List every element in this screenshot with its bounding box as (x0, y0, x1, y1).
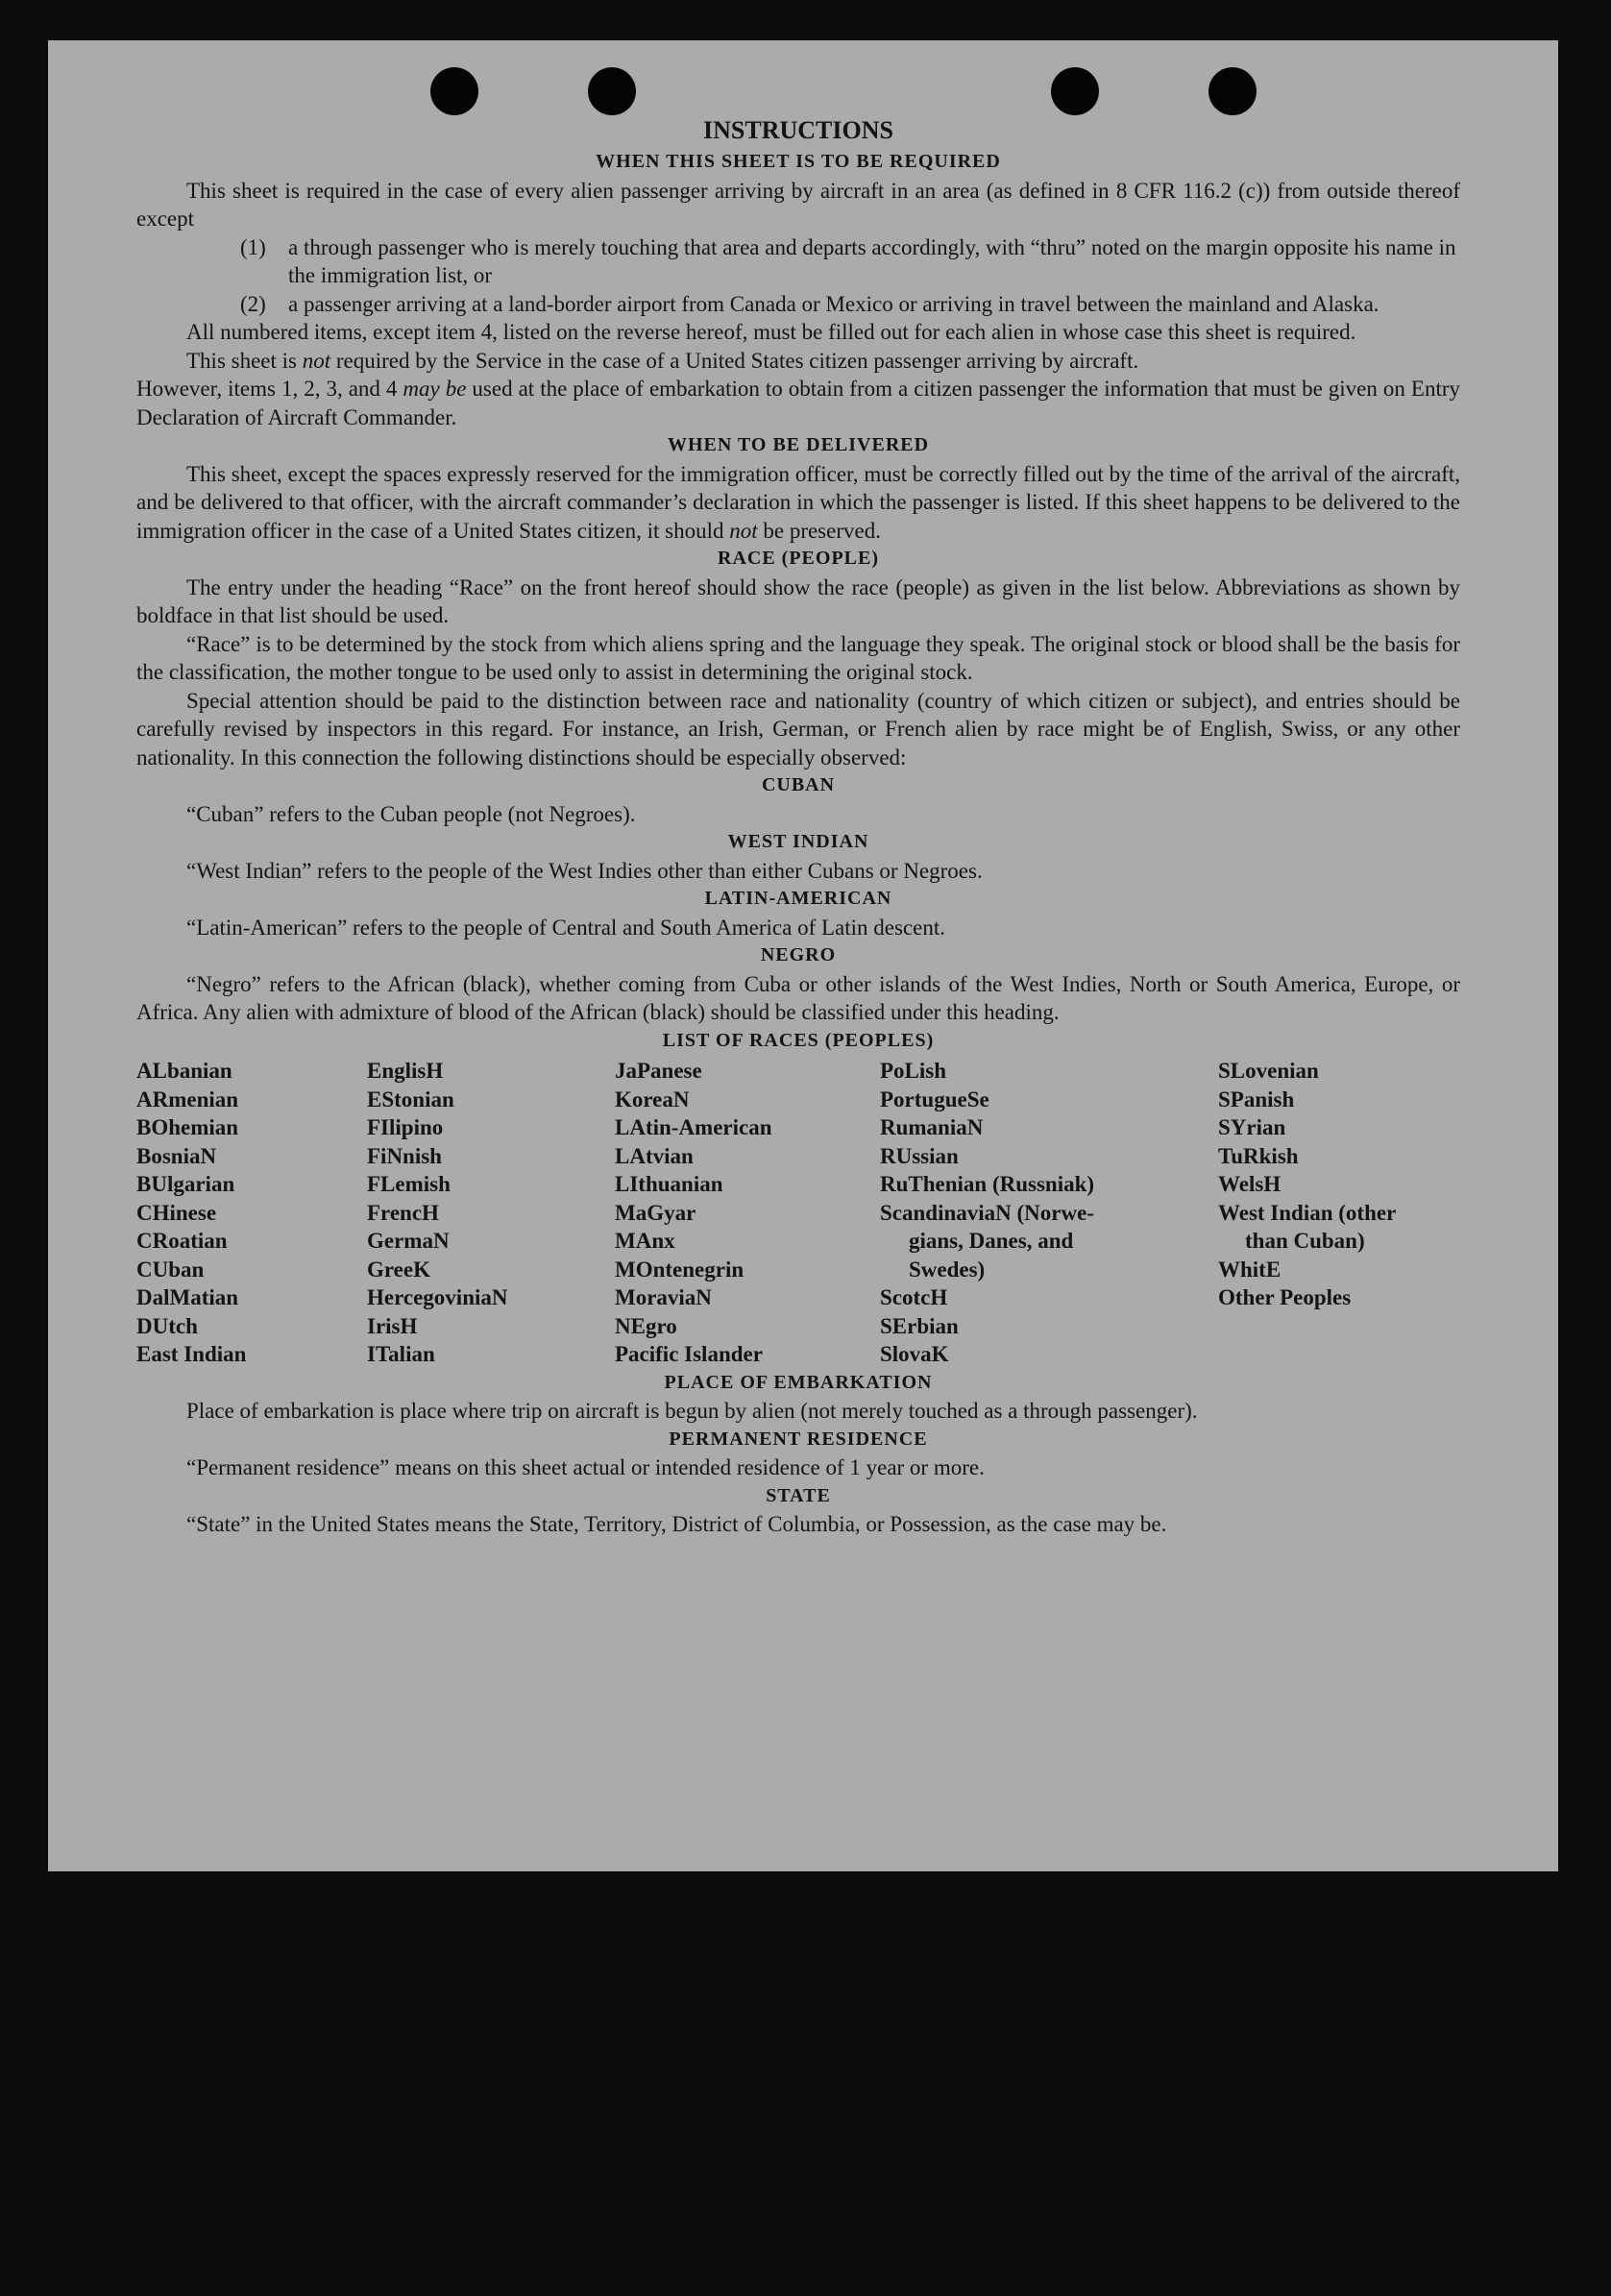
race-entry-continued: Swedes) (909, 1257, 986, 1282)
race-entry: SPanish (1218, 1087, 1295, 1111)
race-entry: Other Peoples (1218, 1285, 1352, 1309)
paragraph: The entry under the heading “Race” on the front hereof should show the race (people) as given in the list below. Abbreviations as shown by boldface in that list should be used. (136, 574, 1460, 627)
race-entry: CRoatian (136, 1229, 228, 1253)
section-heading-delivered: WHEN TO BE DELIVERED (667, 434, 930, 455)
race-entry: DalMatian (136, 1285, 239, 1309)
punch-hole (1208, 67, 1257, 115)
race-entry: LAtvian (615, 1143, 694, 1168)
races-column (136, 1057, 367, 1369)
italic-text: may be (403, 377, 467, 401)
race-entry: FiNnish (367, 1143, 442, 1168)
races-column (367, 1057, 615, 1369)
punch-hole (1051, 67, 1099, 115)
paragraph: All numbered items, except item 4, listed on the reverse hereof, must be filled out for each alien in whose case this sheet is required. (186, 320, 1356, 344)
race-entry: NEgro (615, 1313, 677, 1338)
race-entry: MOntenegrin (615, 1257, 744, 1282)
section-heading-negro: NEGRO (760, 944, 837, 965)
race-entry: Pacific Islander (615, 1342, 763, 1366)
section-heading-required: WHEN THIS SHEET IS TO BE REQUIRED (596, 151, 1001, 172)
race-entry: LAtin-American (615, 1115, 772, 1139)
punch-hole (588, 67, 636, 115)
text-run: However, items 1, 2, 3, and 4 (136, 377, 403, 401)
race-entry: FrencH (367, 1200, 439, 1225)
definition-cuban: “Cuban” refers to the Cuban people (not Negroes). (186, 801, 636, 826)
race-entry: TuRkish (1218, 1143, 1299, 1168)
section-heading-race: RACE (PEOPLE) (718, 548, 879, 569)
text-run: be preserved. (757, 518, 881, 543)
section-heading-permanent-residence: PERMANENT RESIDENCE (669, 1428, 928, 1450)
list-item (136, 233, 1460, 290)
section-heading-races-list: LIST OF RACES (PEOPLES) (662, 1029, 935, 1051)
races-column (880, 1057, 1218, 1369)
race-entry: BOhemian (136, 1115, 239, 1139)
race-entry: GermaN (367, 1229, 450, 1253)
paragraph: This sheet is required in the case of every alien passenger arriving by aircraft in an area (as defined in 8 CFR 116.2 (c)) from outside thereof except (136, 178, 1460, 231)
race-entry: FIlipino (367, 1115, 444, 1139)
race-entry: MAnx (615, 1229, 675, 1253)
text-run: This sheet, except the spaces expressly reserved for the immigration officer, must be correctly filled out by the time of the arrival of the aircraft, and be delivered to that officer, with the aircraft commander’s declaration in which the passenger is listed. If this sheet happens to be delivered to the immigration officer in the case of a United States citizen, it should (136, 461, 1460, 543)
paragraph: “Race” is to be determined by the stock from which aliens spring and the language they speak. The original stock or blood shall be the basis for the classification, the mother tongue to be used only to assist in determining the original stock. (136, 631, 1460, 684)
paragraph (136, 347, 1460, 376)
race-entry: EStonian (367, 1087, 454, 1111)
race-entry: IrisH (367, 1313, 418, 1338)
race-entry: BosniaN (136, 1143, 217, 1168)
race-entry: WhitE (1218, 1257, 1281, 1282)
race-entry: RUssian (880, 1143, 959, 1168)
page-title: INSTRUCTIONS (703, 116, 893, 144)
text-run: required by the Service in the case of a United States citizen passenger arriving by aircraft. (330, 348, 1139, 373)
race-entry: West Indian (other (1218, 1200, 1397, 1225)
race-entry: ScotcH (880, 1285, 948, 1309)
punch-hole (430, 67, 478, 115)
section-heading-cuban: CUBAN (761, 774, 836, 795)
paragraph: “Permanent residence” means on this sheet actual or intended residence of 1 year or more. (186, 1455, 985, 1479)
text-run: This sheet is (186, 348, 303, 373)
item-number: (1) (240, 234, 266, 259)
race-entry: BUlgarian (136, 1172, 235, 1196)
section-heading-west-indian: WEST INDIAN (727, 831, 869, 852)
race-entry: CHinese (136, 1200, 217, 1225)
section-heading-embarkation: PLACE OF EMBARKATION (664, 1371, 933, 1393)
race-entry: HercegoviniaN (367, 1285, 508, 1309)
race-entry: CUban (136, 1257, 205, 1282)
text-run: used at the place of embarkation to obtain from a citizen passenger the information that must be given on Entry Declaration of Aircraft Commander. (136, 377, 1460, 429)
section-heading-state: STATE (766, 1484, 831, 1506)
race-entry-continued: gians, Danes, and (909, 1229, 1074, 1253)
race-entry: RuThenian (Russniak) (880, 1172, 1095, 1196)
item-number: (2) (240, 291, 266, 316)
paragraph (136, 375, 1460, 431)
race-entry: LIthuanian (615, 1172, 723, 1196)
italic-text: not (729, 518, 758, 543)
race-entry: MaGyar (615, 1200, 696, 1225)
race-entry: East Indian (136, 1342, 247, 1366)
race-entry: RumaniaN (880, 1115, 984, 1139)
race-entry: DUtch (136, 1313, 198, 1338)
list-item (136, 290, 1460, 319)
races-column (615, 1057, 880, 1369)
race-entry: KoreaN (615, 1087, 690, 1111)
item-text: a passenger arriving at a land-border airport from Canada or Mexico or arriving in travel between the mainland and Alaska. (288, 291, 1379, 316)
race-entry: JaPanese (615, 1059, 702, 1083)
race-entry: GreeK (367, 1257, 430, 1282)
paragraph: Place of embarkation is place where trip on aircraft is begun by alien (not merely touched as a through passenger). (186, 1399, 1198, 1423)
race-entry: SYrian (1218, 1115, 1286, 1139)
race-entry: PortugueSe (880, 1087, 989, 1111)
race-entry: SlovaK (880, 1342, 949, 1366)
race-entry: ALbanian (136, 1059, 232, 1083)
paragraph: “State” in the United States means the State, Territory, District of Columbia, or Possession, as the case may be. (186, 1512, 1167, 1536)
definition-west-indian: “West Indian” refers to the people of the West Indies other than either Cubans or Negroes. (186, 858, 983, 883)
race-entry: FLemish (367, 1172, 451, 1196)
race-entry: MoraviaN (615, 1285, 712, 1309)
section-heading-latin-american: LATIN-AMERICAN (704, 888, 892, 909)
races-column (1218, 1057, 1468, 1369)
instruction-sheet (48, 40, 1558, 1871)
race-entry: PoLish (880, 1059, 947, 1083)
race-entry-continued: than Cuban) (1245, 1229, 1365, 1253)
race-entry: WelsH (1218, 1172, 1281, 1196)
race-entry: ITalian (367, 1342, 435, 1366)
item-text: a through passenger who is merely touching that area and departs accordingly, with “thru” noted on the margin opposite his name in the immigration list, or (288, 234, 1456, 287)
paragraph (136, 460, 1460, 546)
race-entry: ScandinaviaN (Norwe- (880, 1200, 1094, 1225)
race-entry: EnglisH (367, 1059, 444, 1083)
races-table (136, 1057, 1460, 1369)
race-entry: ARmenian (136, 1087, 239, 1111)
race-entry: SErbian (880, 1313, 959, 1338)
italic-text: not (302, 348, 331, 373)
definition-negro: “Negro” refers to the African (black), whether coming from Cuba or other islands of the West Indies, North or South America, Europe, or Africa. Any alien with admixture of blood of the African (black) should be classified under this heading. (136, 971, 1460, 1024)
race-entry: SLovenian (1218, 1059, 1319, 1083)
paragraph: Special attention should be paid to the distinction between race and nationality (country of which citizen or subject), and entries should be carefully revised by inspectors in this regard. For instance, an Irish, German, or French alien by race might be of English, Swiss, or any other nationality. In this connection the following distinctions should be especially observed: (136, 688, 1460, 769)
definition-latin-american: “Latin-American” refers to the people of Central and South America of Latin descent. (186, 915, 945, 940)
